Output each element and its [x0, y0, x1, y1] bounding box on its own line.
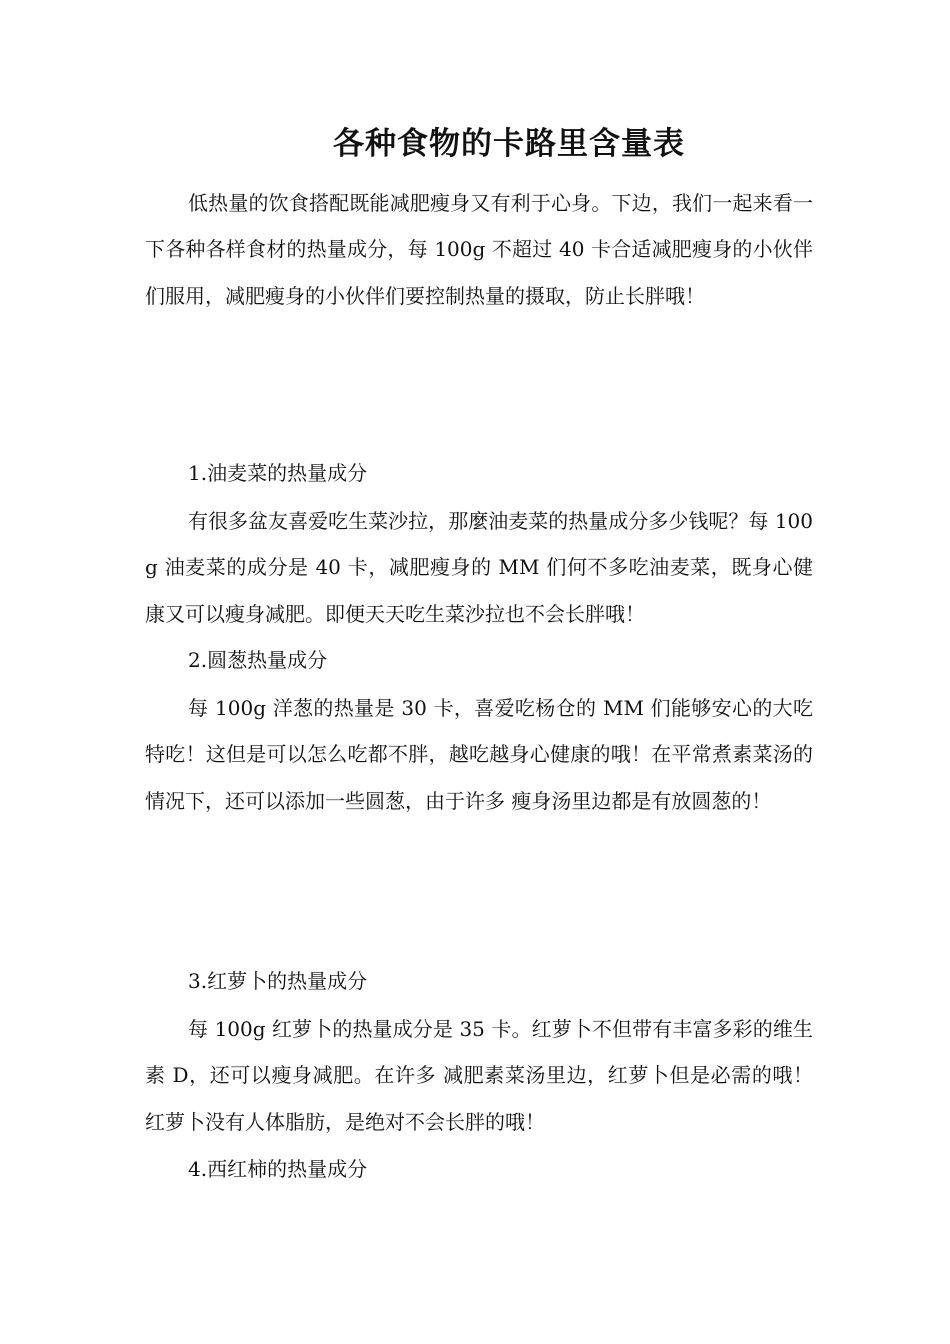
page-title: 各种食物的卡路里含量表	[333, 126, 685, 162]
section-heading-1: 1.油麦菜的热量成分	[188, 461, 368, 485]
section-heading-2: 2.圆葱热量成分	[188, 648, 328, 672]
intro-paragraph: 低热量的饮食搭配既能减肥瘦身又有利于心身。下边，我们一起来看一下各种各样食材的热量成分，每 100g 不超过 40 卡合适减肥瘦身的小伙伴们服用，减肥瘦身的小伙伴们要控制热量的摄取，防止长胖哦！	[145, 191, 813, 308]
section-body-2: 每 100g 洋葱的热量是 30 卡，喜爱吃杨仓的 MM 们能够安心的大吃特吃！这但是可以怎么吃都不胖，越吃越身心健康的哦！在平常煮素菜汤的情况下，还可以添加一些圆葱，由于许多 瘦身汤里边都是有放圆葱的！	[145, 696, 813, 813]
section-body-3: 每 100g 红萝卜的热量成分是 35 卡。红萝卜不但带有丰富多彩的维生素 D，还可以瘦身减肥。在许多 减肥素菜汤里边，红萝卜但是必需的哦！红萝卜没有人体脂肪，是绝对不会长胖的哦！	[145, 1017, 813, 1134]
section-heading-3: 3.红萝卜的热量成分	[188, 969, 368, 993]
section-heading-4: 4.西红柿的热量成分	[188, 1157, 368, 1181]
section-body-1: 有很多盆友喜爱吃生菜沙拉，那麼油麦菜的热量成分多少钱呢？每 100g 油麦菜的成分是 40 卡，减肥瘦身的 MM 们何不多吃油麦菜，既身心健康又可以瘦身减肥。即便天天吃生菜沙拉也不会长胖哦！	[145, 509, 813, 626]
